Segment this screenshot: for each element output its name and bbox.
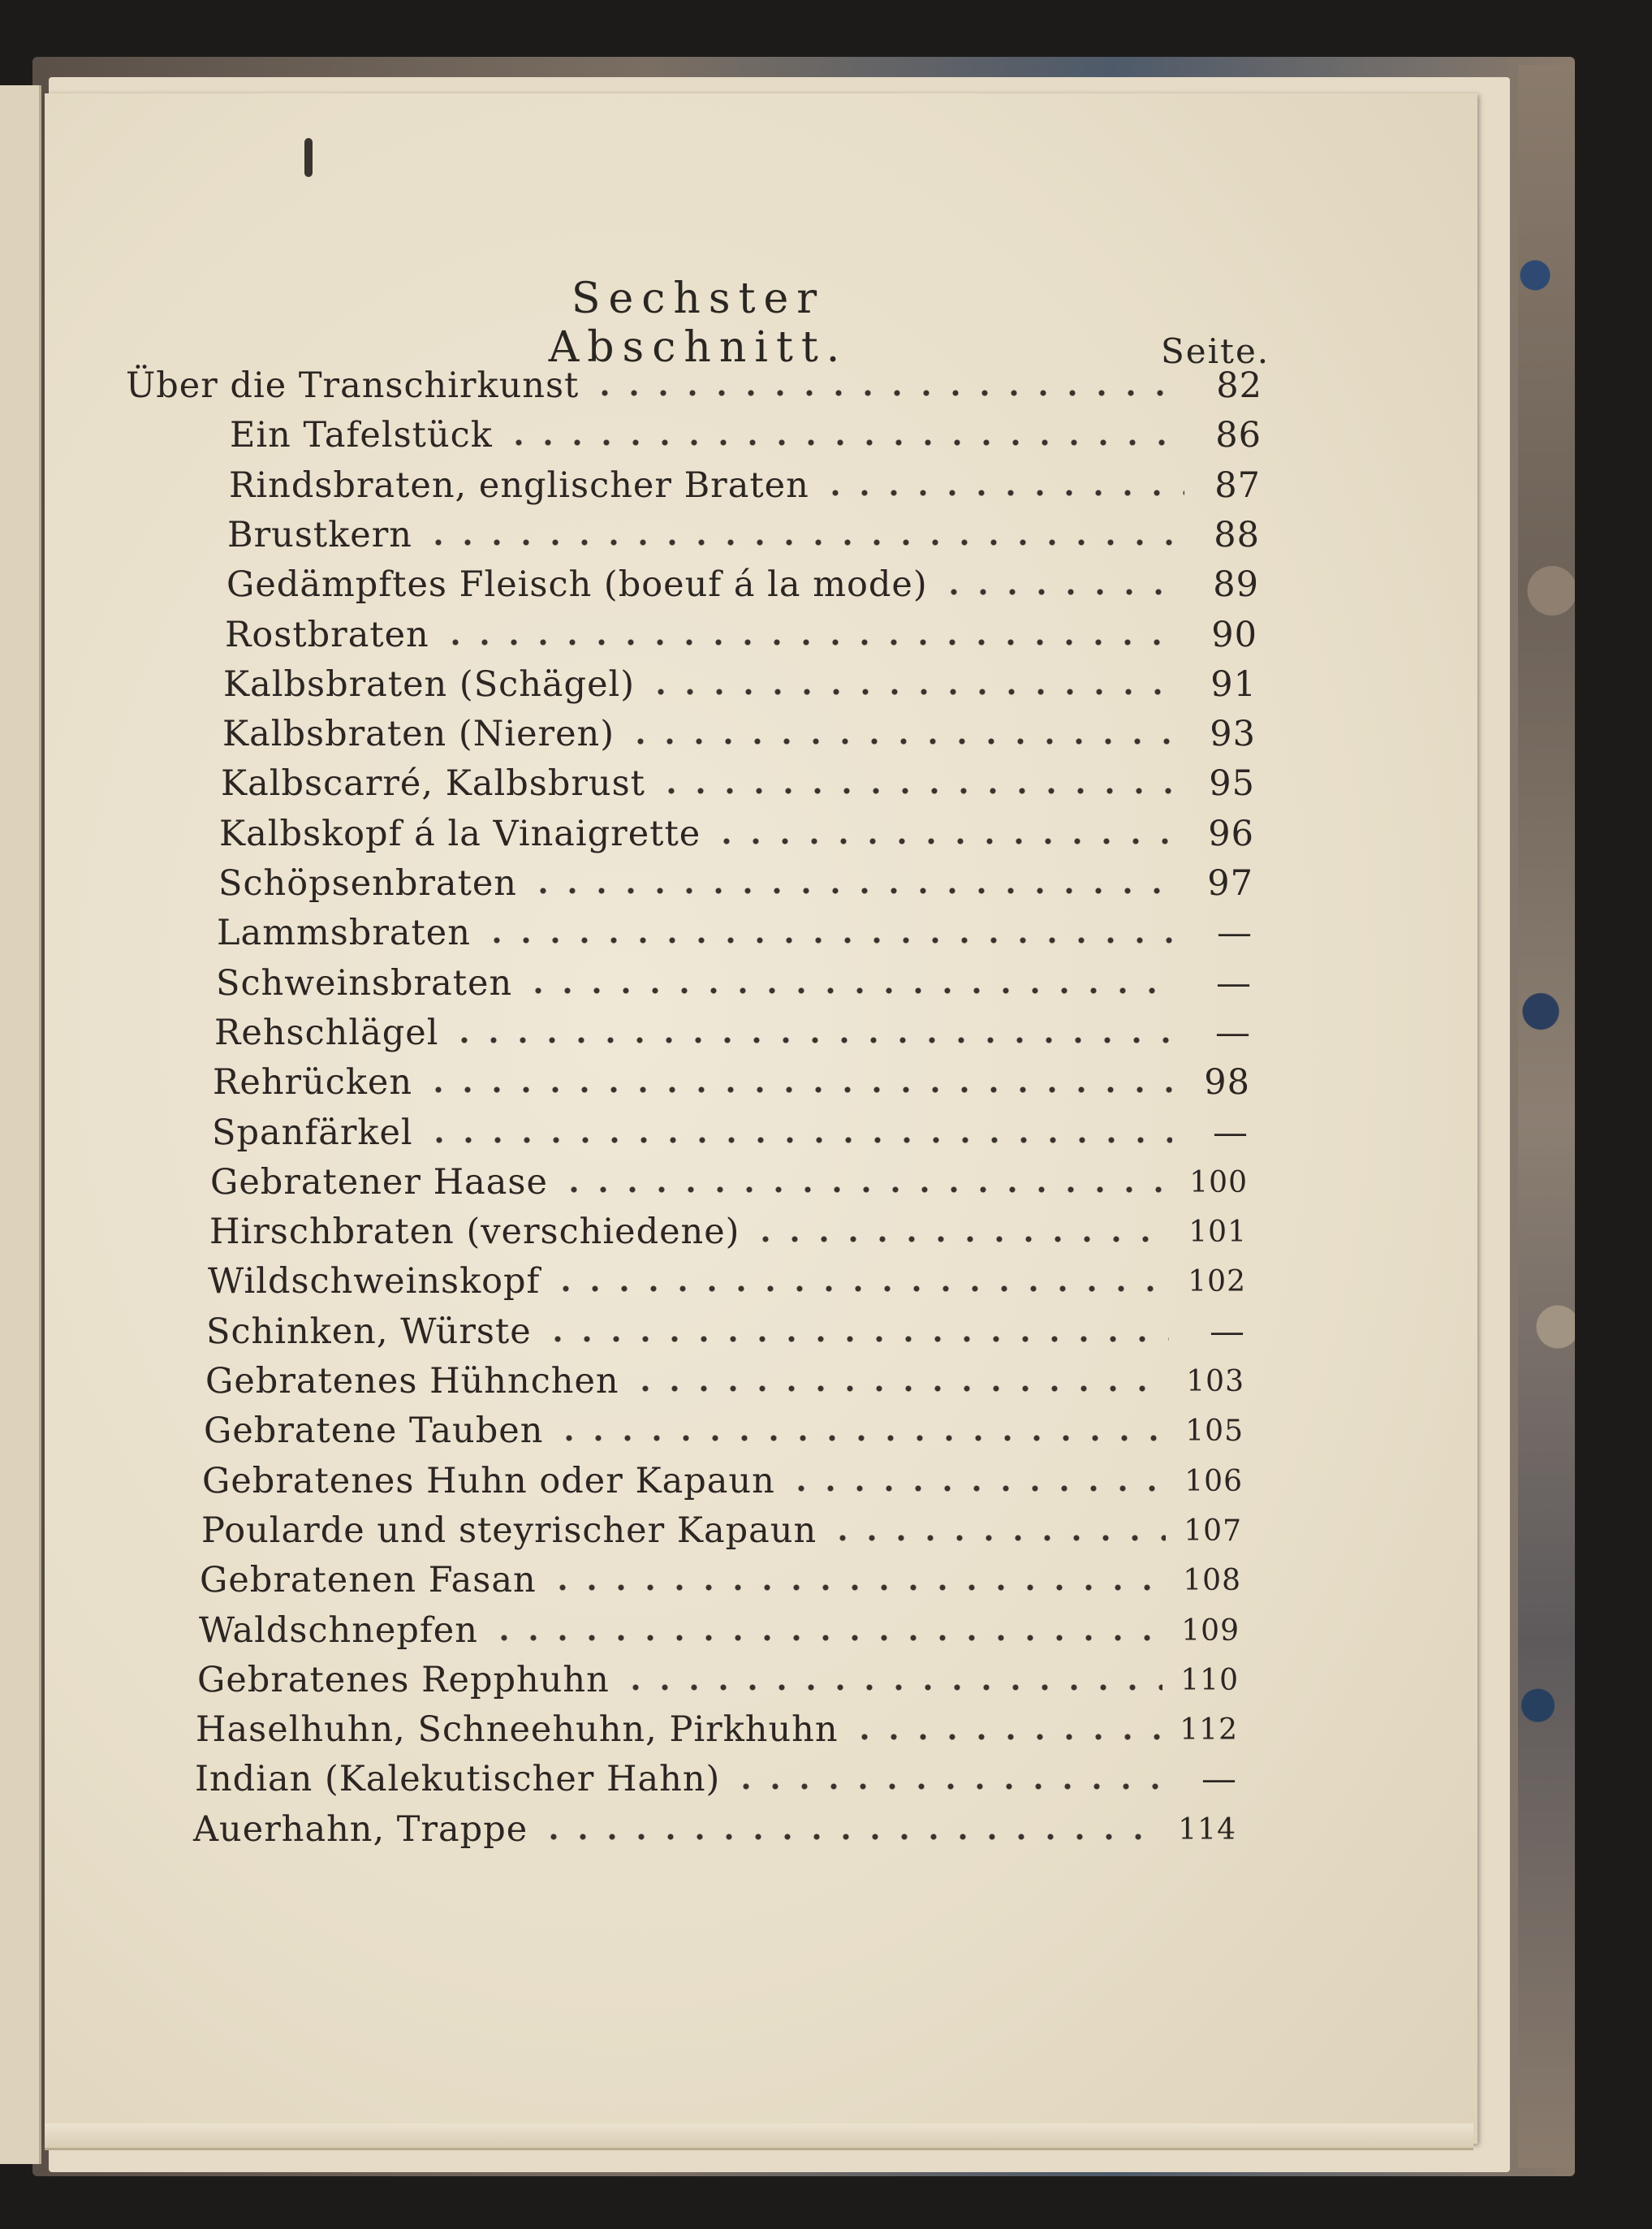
dot-leader [559, 1186, 1171, 1193]
page-column-label: Seite. [1161, 331, 1270, 371]
dot-leader [751, 1236, 1171, 1242]
toc-entry-title: Spanfärkel [212, 1112, 413, 1153]
toc-entry-title: Kalbsbraten (Nieren) [222, 714, 615, 754]
toc-entry-page: 82 [1216, 365, 1262, 406]
toc-entry [206, 1307, 1245, 1356]
toc-entry [230, 411, 1262, 460]
toc-entry-title: Rehrücken [213, 1062, 413, 1103]
toc-entry [217, 909, 1253, 957]
toc-entry-page: 97 [1207, 863, 1253, 904]
toc-entry [216, 959, 1252, 1008]
toc-entry [196, 1705, 1238, 1754]
dot-leader [490, 1635, 1163, 1641]
toc-entry-page: — [1217, 913, 1253, 953]
toc-entry [126, 361, 1262, 410]
toc-entry [218, 859, 1253, 908]
section-heading: Sechster Abschnitt. [548, 274, 848, 372]
toc-entry [204, 1406, 1244, 1455]
toc-entry-page: — [1216, 963, 1252, 1004]
toc-entry-title: Über die Transchirkunst [126, 365, 580, 406]
toc-entry [227, 511, 1260, 559]
toc-entry [223, 660, 1257, 709]
toc-entry-title: Brustkern [227, 515, 412, 555]
toc-entry-title: Poularde und steyrischer Kapaun [201, 1510, 817, 1551]
toc-entry-page: 91 [1210, 664, 1257, 705]
dot-leader [657, 788, 1179, 794]
toc-entry [205, 1357, 1244, 1406]
dot-leader [543, 1336, 1169, 1342]
dot-leader [548, 1584, 1165, 1591]
toc-entry-title: Gebratenes Repphuhn [197, 1660, 610, 1700]
toc-entry-title: Ein Tafelstück [230, 415, 493, 456]
toc-entry-title: Kalbskopf á la Vinaigrette [219, 814, 701, 854]
toc-entry [199, 1606, 1240, 1655]
toc-entry-page: — [1215, 1013, 1251, 1053]
toc-entry-title: Rindsbraten, englischer Braten [229, 465, 809, 506]
dot-leader [504, 439, 1185, 446]
toc-entry-page: 87 [1214, 465, 1261, 506]
dot-leader [631, 1385, 1168, 1392]
toc-entry-title: Gebratene Tauben [204, 1410, 544, 1451]
toc-entry [208, 1257, 1246, 1306]
dot-leader [712, 838, 1178, 845]
toc-entry [202, 1457, 1243, 1505]
toc-entry-title: Haselhuhn, Schneehuhn, Pirkhuhn [196, 1709, 839, 1750]
toc-entry-title: Wildschweinskopf [208, 1261, 541, 1302]
toc-entry [212, 1108, 1249, 1157]
toc-entry-page: 96 [1208, 814, 1254, 854]
toc-entry-page: 98 [1204, 1062, 1250, 1103]
dot-leader [939, 589, 1183, 595]
toc-entry-page: 112 [1180, 1713, 1238, 1747]
toc-entry-page: 102 [1188, 1264, 1246, 1298]
toc-entry-page: 89 [1213, 564, 1259, 605]
dot-leader [821, 490, 1184, 496]
dot-leader [850, 1734, 1162, 1740]
toc-entry-page: — [1201, 1759, 1237, 1799]
toc-entry-page: 95 [1209, 763, 1255, 804]
toc-entry [226, 560, 1259, 609]
toc-entry [201, 1506, 1242, 1555]
toc-entry-title: Kalbscarré, Kalbsbrust [221, 763, 645, 804]
toc-entry-title: Rehschlägel [214, 1013, 439, 1053]
dot-leader [551, 1285, 1170, 1292]
toc-entry [221, 759, 1255, 808]
dot-leader [425, 1137, 1172, 1143]
toc-entry-page: 107 [1184, 1514, 1242, 1548]
toc-entry-title: Schweinsbraten [216, 963, 513, 1004]
toc-entry-title: Gebratener Haase [210, 1162, 548, 1203]
dot-leader [828, 1535, 1166, 1541]
toc-entry-page: 108 [1183, 1563, 1241, 1597]
toc-entry-page: 110 [1180, 1663, 1239, 1697]
page-bottom-edge [45, 2123, 1473, 2150]
toc-entry [219, 810, 1254, 858]
toc-entry-title: Gebratenes Huhn oder Kapaun [202, 1461, 775, 1501]
toc-entry-title: Gebratenes Hühnchen [205, 1361, 619, 1402]
toc-entry-page: 109 [1181, 1613, 1240, 1648]
toc-entry [193, 1805, 1236, 1854]
toc-entry-title: Hirschbraten (verschiedene) [209, 1212, 740, 1252]
toc-entry-title: Kalbsbraten (Schägel) [223, 664, 636, 705]
toc-entry-page: 93 [1210, 714, 1256, 754]
toc-entry-title: Schöpsenbraten [218, 863, 517, 904]
dot-leader [441, 639, 1181, 646]
dot-leader [554, 1435, 1167, 1441]
dot-leader [621, 1684, 1162, 1691]
toc-entry-title: Indian (Kalekutischer Hahn) [195, 1759, 721, 1799]
dot-leader [482, 937, 1176, 944]
dot-leader [539, 1834, 1160, 1840]
toc-entry [214, 1009, 1251, 1057]
toc-entry-page: 101 [1188, 1215, 1247, 1249]
toc-entry-page: 88 [1214, 515, 1260, 555]
dot-leader [731, 1783, 1161, 1790]
dot-leader [524, 987, 1175, 994]
toc-entry [197, 1656, 1239, 1704]
toc-entry-page: 106 [1184, 1464, 1243, 1498]
toc-entry-title: Lammsbraten [217, 913, 471, 953]
dot-leader [590, 390, 1186, 396]
toc-entry [222, 710, 1256, 758]
dot-leader [424, 539, 1184, 546]
toc-entry-title: Schinken, Würste [206, 1311, 532, 1352]
dot-leader [646, 689, 1180, 695]
toc-entry-title: Auerhahn, Trappe [193, 1809, 528, 1850]
toc-entry [213, 1058, 1250, 1107]
toc-entry [195, 1755, 1237, 1804]
toc-entry-title: Gedämpftes Fleisch (boeuf á la mode) [226, 564, 928, 605]
toc-entry-page: 105 [1185, 1414, 1244, 1448]
dot-leader [787, 1485, 1167, 1492]
toc-entry [225, 611, 1257, 659]
toc-entry-title: Rostbraten [225, 615, 429, 655]
toc-entry-page: 114 [1178, 1812, 1236, 1847]
dot-leader [528, 888, 1177, 894]
toc-entry [200, 1556, 1241, 1605]
toc-entry-page: 86 [1215, 415, 1262, 456]
toc-entry [210, 1158, 1248, 1207]
toc-entry-page: 90 [1211, 615, 1257, 655]
toc-entry [229, 461, 1261, 510]
toc-entry-title: Gebratenen Fasan [200, 1560, 537, 1600]
toc-entry-page: — [1213, 1112, 1249, 1153]
toc-entry-page: 100 [1189, 1165, 1248, 1199]
dot-leader [450, 1037, 1175, 1043]
dot-leader [626, 738, 1180, 745]
toc-entry-page: — [1210, 1311, 1245, 1352]
toc-entry [209, 1207, 1247, 1256]
dot-leader [424, 1086, 1174, 1093]
toc-entry-title: Waldschnepfen [199, 1610, 478, 1651]
toc-entry-page: 103 [1186, 1364, 1244, 1398]
